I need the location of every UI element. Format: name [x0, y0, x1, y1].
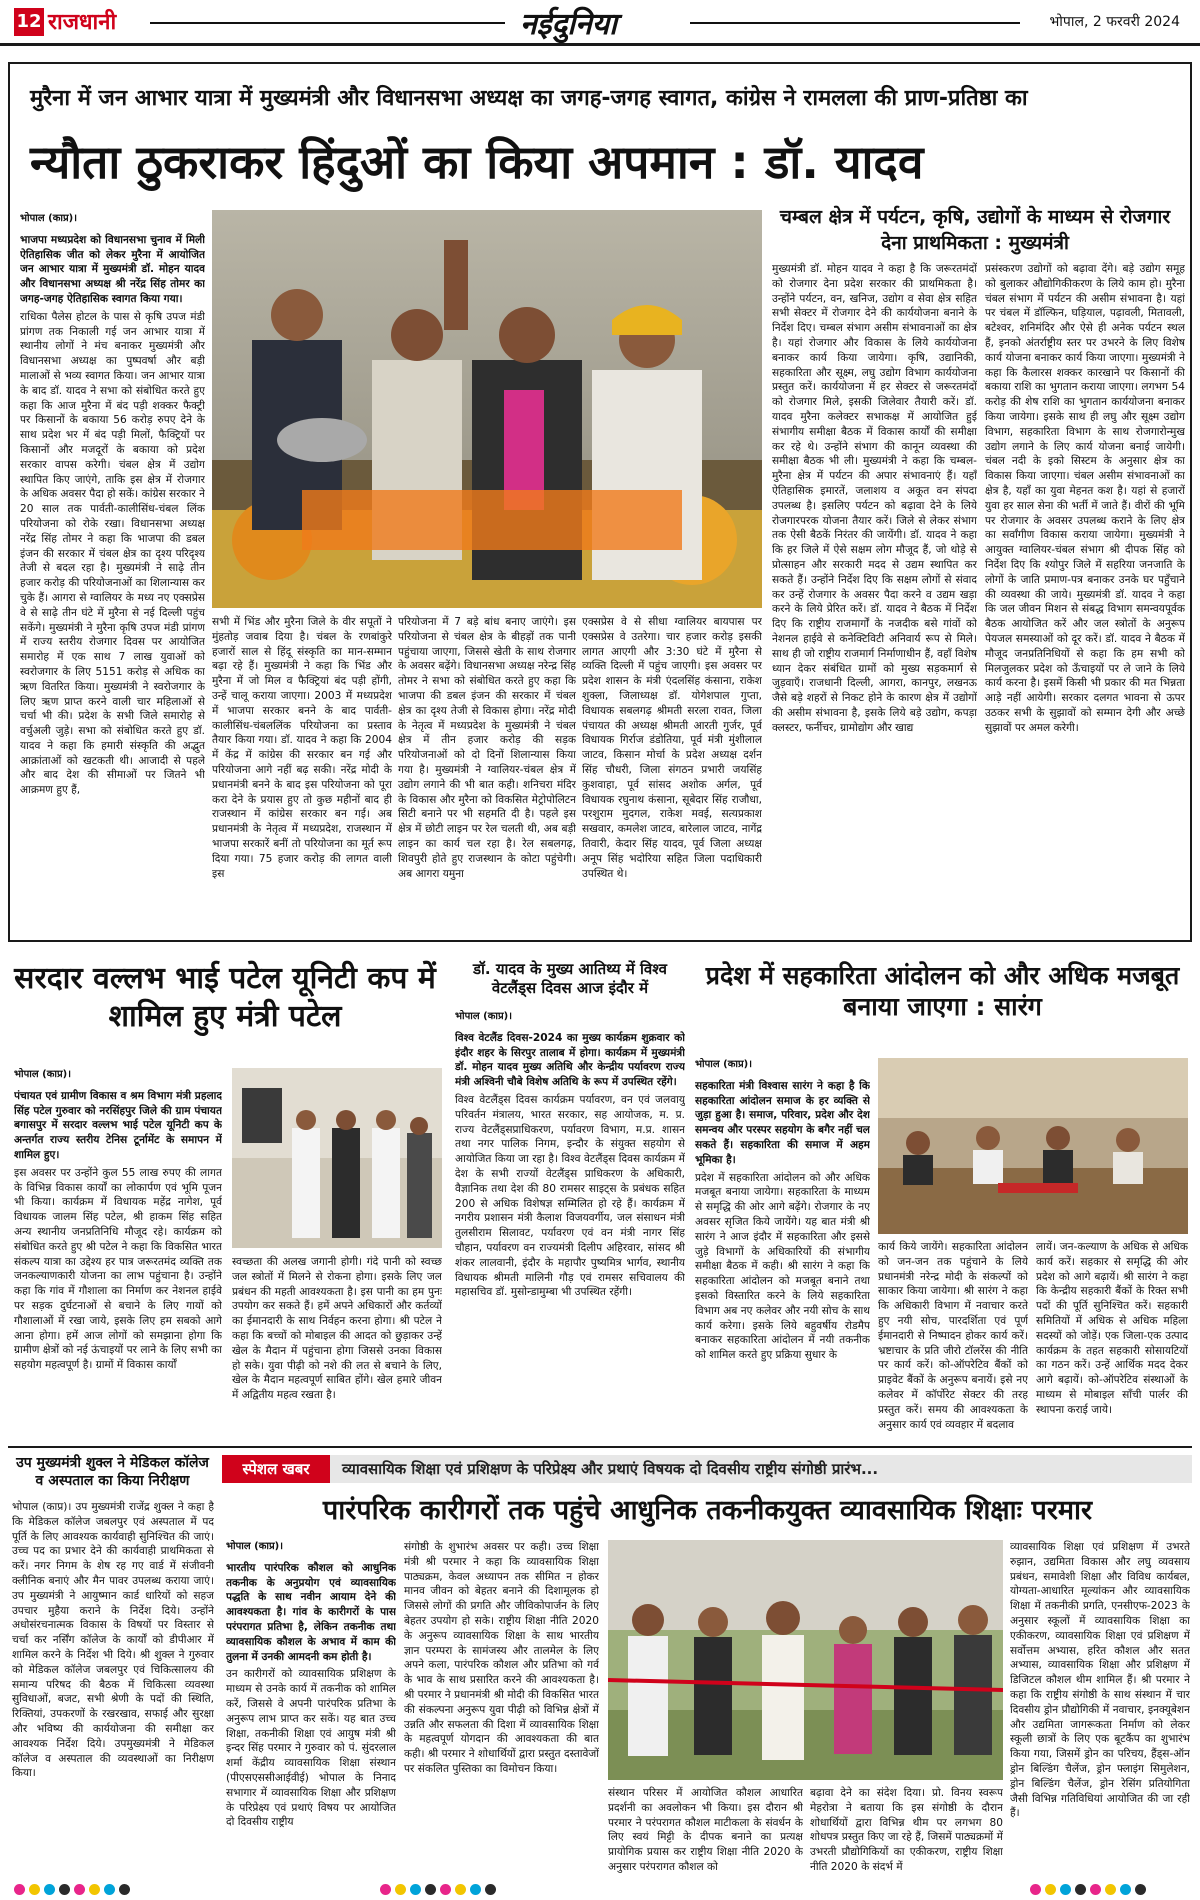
- footer-dot: [89, 1884, 100, 1895]
- inauguration-photo-illustration: [232, 1068, 442, 1248]
- wetland-column: [455, 1010, 685, 1435]
- sarang-col1-text: प्रदेश में सहकारिता आंदोलन को और अधिक मजबूत बनाया जायेगा। सहकारिता के माध्यम से समृद्धि की ओर आगे बढ़ेंगे। रोजगार के नए अवसर सृजित किये जायेंगे। यह बात मंत्री श्री सारंग ने आज इंदौर में सहकारिता और इससे जुड़े विभागों के अधिकारियों की संभागीय समीक्षा बैठक में कही। श्री सारंग ने कहा कि सहकारिता आंदोलन को मजबूत बनाने तथा इसको विस्तारित करने के लिये सहकारिता विभाग अब नए कलेवर और नयी सोच के साथ कार्य करेगा। इसके लिये बहुवर्षीय रोडमैप बनाकर सहकारिता आंदोलन में नयी तकनीक को शामिल करते हुए प्रक्रिया सुधार के: [695, 1171, 870, 1362]
- lead-kicker: मुरैना में जन आभार यात्रा में मुख्यमंत्री और विधानसभा अध्यक्ष का जगह-जगह स्वागत, कांग्रेस ने रामलला की प्राण-प्रतिष्ठा का: [30, 86, 1028, 111]
- page-number: 12: [14, 8, 44, 36]
- special-headline: पारंपरिक कारीगरों तक पहुंचे आधुनिक तकनीकयुक्त व्यावसायिक शिक्षाः परमार: [322, 1495, 1093, 1526]
- lead-col2-text: सभी में भिंड और मुरैना जिले के वीर सपूतों ने मुंहतोड़ जवाब दिया है। चंबल के रणबांकुरे हजारों साल से हिंदू संस्कृति का मान-सम्मान बढ़ा रहे हैं। मुख्यमंत्री ने कहा कि भिंड और मुरैना में जो मिल व फैक्ट्रियां बंद पड़ी होंगी, उन्हें चालू कराया जाएगा। 2003 में मध्यप्रदेश में भाजपा सरकार बनने के बाद पार्वती-कालीसिंध-चंबललिंक परियोजना का प्रस्ताव तैयार किया गया। डॉ. यादव ने कहा कि 2004 में केंद्र में कांग्रेस की सरकार बन गई और परियोजना आगे नहीं बढ़ सकी। नरेंद्र मोदी के प्रधानमंत्री बनने के बाद इस परियोजना को पूरा करा देने के प्रयास हुए तो कुछ महीनों बाद ही राजस्थान में कांग्रेस सरकार बन गई। अब प्रधानमंत्री के नेतृत्व में मध्यप्रदेश, राजस्थान में भाजपा सरकारें बनीं तो परियोजना का मूर्त रूप दिया गया। 75 हजार करोड़ की लागत वाली इस: [212, 616, 392, 880]
- lead-dateline: भोपाल (काप्र)।: [20, 213, 78, 224]
- footer-dots-left: [14, 1884, 130, 1896]
- special-lede: भारतीय पारंपरिक कौशल को आधुनिक तकनीक के अनुप्रयोग एवं व्यावसायिक पद्धति के साथ नवीन आयाम देने की आवश्यकता है। गांव के कारीगरों के पास परंपरागत प्रतिभा है, लेकिन तकनीक तथा व्यावसायिक कौशल के अभाव में काम की तुलना में उनकी आमदनी कम होती है।: [226, 1561, 396, 1663]
- sarang-lede: सहकारिता मंत्री विश्वास सारंग ने कहा है कि सहकारिता आंदोलन समाज के हर व्यक्ति से जुड़ा हुआ है। समाज, परिवार, प्रदेश और देश समन्वय और परस्पर सहयोग के बगैर नहीं चल सकते हैं। सहकारिता की समाज में अहम भूमिका है।: [695, 1079, 870, 1166]
- footer-dot: [380, 1884, 391, 1895]
- special-photo-col-2: [810, 1786, 1003, 1880]
- sarang-column-2: [878, 1240, 1028, 1436]
- special-column-right: [1010, 1540, 1190, 1880]
- lead-photo: [212, 210, 762, 608]
- lead-col1-text: राधिका पैलेस होटल के पास से कृषि उपज मंडी प्रांगण तक निकाली गई जन आभार यात्रा में स्थानीय लोगों ने मंच बनाकर मुख्यमंत्री और विधानसभा अध्यक्ष का पुष्पवर्षा और बड़ी मालाओं से भव्य स्वागत किया। जन आभार यात्रा के बाद डॉ. यादव ने सभा को संबोधित करते हुए कहा कि आज मुरैना में बंद पड़ी शक्कर फैक्ट्री पर किसानों के बकाया 56 करोड़ रुपए देने के साथ प्रदेश भर में बंद पड़ी मिलों, फैक्ट्रियों पर किसानों और मजदूरों के बकाया को प्रदेश सरकार वापस करेगी। चंबल क्षेत्र में उद्योग स्थापित किए जाएंगे, ताकि इस क्षेत्र में रोजगार के अधिक अवसर पैदा हो सकें। कांग्रेस सरकार ने 20 साल तक पार्वती-कालीसिंध-चंबल लिंक परियोजना को रोके रखा। विधानसभा अध्यक्ष नरेंद्र सिंह तोमर ने कहा कि भाजपा की डबल इंजन की सरकार में चंबल क्षेत्र का दृश्य परिदृश्य तेजी से बदल रहा है। मुख्यमंत्री ने साढ़े तीन हजार करोड़ की परियोजनाओं का शिलान्यास कर चुके हैं। आगरा से ग्वालियर के मध्य नए एक्सप्रेस वे से साढ़े तीन घंटे में मुरैना से नई दिल्ली पहुंच सकेंगे। मुख्यमंत्री ने मुरैना कृषि उपज मंडी प्रांगण में राज्य स्तरीय रोजगार दिवस पर आयोजित समारोह में एक साथ 7 लाख युवाओं को स्वरोजगार के लिए 5151 करोड़ से अधिक का ऋण वितरित किया। मुख्यमंत्री ने स्वरोजगार के लिए ऋण प्राप्त करने वाली चार महिलाओं से चर्चा भी की। प्रदेश के सभी जिले समारोह से वर्चुअली जुड़े। सभा को संबोधित करते हुए डॉ. यादव ने कहा कि हमारी संस्कृति की अद्भुत आक्रांताओं को खटकती थी। आजादी से पहले और बाद देश की सीमाओं पर जितने भी आक्रमण हुए हैं,: [20, 310, 205, 797]
- footer-dot: [1060, 1884, 1071, 1895]
- footer-dot: [14, 1884, 25, 1895]
- shukla-column: [12, 1500, 214, 1878]
- masthead-rule-right: [690, 22, 1020, 24]
- lead-column-6: [985, 262, 1185, 934]
- footer-dot: [470, 1884, 481, 1895]
- footer-dot: [1030, 1884, 1041, 1895]
- lead-column-5: [772, 262, 977, 934]
- footer-dot: [1075, 1884, 1086, 1895]
- footer-dot: [1045, 1884, 1056, 1895]
- wetland-body-text: विश्व वेटलैंड्स दिवस कार्यक्रम पर्यावरण, वन एवं जलवायु परिवर्तन मंत्रालय, भारत सरकार, सह आयोजक, म. प्र. राज्य वेटलैंड्सप्राधिकरण, पर्यावरण विभाग, म.प्र. शासन तथा नगर पालिक निगम, इन्दौर के संयुक्त सहयोग से आयोजित किया जा रहा है। विश्व वेटलैंड्स दिवस कार्यक्रम में देश के सभी राज्यों वेटलैंड्स प्राधिकरण के अधिकारी, वैज्ञानिक तथा देश की 80 रामसर साइट्स के प्रबंधक सहित 200 से अधिक विशेषज्ञ सम्मिलित हो रहे हैं। कार्यक्रम में नगरीय प्रशासन मंत्री कैलाश विजयवर्गीय, जल संसाधन मंत्री तुलसीराम सिलावट, पर्यावरण एवं वन मंत्री नागर सिंह चौहान, पर्यावरण वन राज्यमंत्री दिलीप अहिरवार, सांसद श्री शंकर लालवानी, इंदौर के महापौर पुष्यमित्र भार्गव, स्थानीय विधायक श्रीमती मालिनी गौड़ एवं रामसर सचिवालय की महासचिव डॉ. मुसोन्डामुम्बा भी उपस्थित रहेंगी।: [455, 1093, 685, 1299]
- footer-dot: [440, 1884, 451, 1895]
- lead-col4-text: एक्सप्रेस वे से सीधा ग्वालियर बायपास पर एक्सप्रेस वे उतरेगा। चार हजार करोड़ इसकी लागत आएगी और 3:30 घंटे में मुरैना से व्यक्ति दिल्ली में पहुंच जाएगी। इस अवसर पर प्रदेश शासन के मंत्री एंदलसिंह कंसाना, राकेश शुक्ला, जिलाध्यक्ष डॉ. योगेशपाल गुप्ता, विधायक सबलगढ़ श्रीमती सरला रावत, जिला पंचायत की अध्यक्ष श्रीमती आरती गुर्जर, पूर्व विधायक गिर्राज डंडोतिया, पूर्व मंत्री मुंशीलाल जाटव, किसान मोर्चा के प्रदेश अध्यक्ष दर्शन सिंह चौधरी, जिला संगठन प्रभारी जयसिंह कुशवाहा, पूर्व सांसद अशोक अर्गल, पूर्व विधायक रघुनाथ कंसाना, सूबेदार सिंह राजौधा, परशुराम मुदगल, राकेश मवई, सत्यप्रकाश सखवार, कमलेश जाटव, बारेलाल जाटव, नागेंद्र तिवारी, केदार सिंह यादव, पूर्व जिला अध्यक्ष अनूप सिंह भदोरिया सहित जिला पदाधिकारी उपस्थित थे।: [582, 616, 762, 880]
- footer-dot: [44, 1884, 55, 1895]
- lead-lede: भाजपा मध्यप्रदेश को विधानसभा चुनाव में मिली ऐतिहासिक जीत को लेकर मुरैना में आयोजित जन आभार यात्रा में मुख्यमंत्री डॉ. मोहन यादव और विधानसभा अध्यक्ष श्री नरेंद्र सिंह तोमर का जगह-जगह ऐतिहासिक स्वागत किया गया।: [20, 233, 205, 305]
- meeting-photo-illustration: [878, 1058, 1188, 1234]
- patel-column-1: [14, 1068, 222, 1428]
- footer-dot: [29, 1884, 40, 1895]
- lead-column-2: [212, 615, 392, 933]
- lead-col3-text: परियोजना में 7 बड़े बांध बनाए जाएंगे। इस परियोजना से चंबल क्षेत्र के बीहड़ों तक पानी पहुंचाया जाएगा, जिससे खेती के साथ रोजगार के अवसर बढ़ेंगे। विधानसभा अध्यक्ष नरेन्द्र सिंह तोमर ने सभा को संबोधित करते हुए कहा कि भाजपा की डबल इंजन की सरकार में चंबल क्षेत्र का दृश्य तेजी से विकास होगा। नरेंद्र मोदी के नेतृत्व में मध्यप्रदेश के मुख्यमंत्री ने चंबल क्षेत्र में तीन हजार करोड़ की सड़क परियोजनाओं को दो दिनों शिलान्यास किया गया है। मुख्यमंत्री ने ग्वालियर-चंबल क्षेत्र में उद्योग लगाने की भी बात कही। शनिचरा मंदिर के विकास और मुरैना को विकसित मेट्रोपोलिटन सिटी बनाने पर भी सहमति दी है। पहले इस क्षेत्र में छोटी लाइन पर रेल चलती थी, अब बड़ी लाइन का कार्य चल रहा है। रेल सबलगढ़, शिवपुरी होते हुए राजस्थान के कोटा पहुंचेगी। अब आगरा यमुना: [398, 616, 576, 880]
- sarang-column-3: [1036, 1240, 1188, 1436]
- lead-headline: न्यौता ठुकराकर हिंदुओं का किया अपमान : डॉ. यादव: [30, 135, 924, 189]
- footer-dot: [119, 1884, 130, 1895]
- lead-col5-text: मुख्यमंत्री डॉ. मोहन यादव ने कहा है कि जरूरतमंदों को रोजगार देना प्रदेश सरकार की प्राथमिकता है। उन्होंने पर्यटन, वन, खनिज, उद्योग व सेवा क्षेत्र सहित सभी सेक्टर में रोजगार देने की कार्ययोजना बनाने के निर्देश दिए। चम्बल संभाग असीम संभावनाओं का क्षेत्र है। यहां रोजगार और विकास के लिये कार्ययोजना बनाकर कार्य किया जायेगा। कृषि, उद्यानिकी, सहकारिता और सूक्ष्म, लघु उद्योग विभाग कार्ययोजना प्रस्तुत करें। कार्ययोजना में हर सेक्टर से जरूरतमंदों को रोजगार मिले, इसकी जिलेवार तैयारी करें। डॉ. यादव मुरैना कलेक्टर सभाकक्ष में आयोजित हुई संभागीय समीक्षा बैठक में विकास कार्यों की समीक्षा कर रहे थे। उन्होंने संभाग की कानून व्यवस्था की समीक्षा बैठक भी ली। मुख्यमंत्री ने कहा कि चम्बल-मुरैना क्षेत्र में पर्यटन की अपार संभावनाएं हैं। यहाँ ऐतिहासिक इमारतें, जलाशय व अकूत वन संपदा उपलब्ध है। इसलिए पर्यटन को बढ़ावा देने के लिये रोजगारपरक योजना तैयार करें। जिले से लेकर संभाग तक ऐसी बैठकें निरंतर की जायेंगी। डॉ. यादव ने कहा कि हर जिले में ऐसे सक्षम लोग मौजूद हैं, जो थोड़े से प्रोत्साहन और सरकारी मदद से उद्यम स्थापित कर सकते हैं। उन्होंने निर्देश दिए कि सक्षम लोगों से संवाद कर उन्हें रोजगार के अवसर पैदा करने व उद्यम खड़ा करने के लिये प्रेरित करें। डॉ. यादव ने बैठक में निर्देश दिए कि राष्ट्रीय राजमार्गों के नजदीक बसे गांवों को नेशनल हाईवे से कनेक्टिविटी अनिवार्य रूप से मिले। साथ ही जो राष्ट्रीय राजमार्ग निर्माणाधीन हैं, वहाँ विशेष ध्यान देकर संबंधित ग्रामों को मुख्य सड़कमार्ग से जुड़वाएँ। राजधानी दिल्ली, आगरा, कानपुर, लखनऊ जैसे बड़े शहरों से निकट होने के कारण क्षेत्र में उद्योगों की असीम संभावना है, इसके लिये बड़े उद्योग, कपड़ा क्लस्टर, फर्नीचर, ग्रामोद्योग और खाद्य: [772, 263, 977, 734]
- special-right-text: व्यावसायिक शिक्षा एवं प्रशिक्षण में उभरते रुझान, उद्यमिता विकास और लघु व्यवसाय प्रबंधन, समावेशी शिक्षा और विविध कार्यबल, योग्यता-आधारित मूल्यांकन और व्यावसायिक शिक्षा में तकनीकी प्रगति, एनसीएफ-2023 के अनुसार स्कूलों में व्यावसायिक शिक्षा का एकीकरण, व्यावसायिक शिक्षा एवं प्रशिक्षण में सर्वोत्तम अभ्यास, हरित कौशल और सतत अभ्यास, व्यावसायिक शिक्षा और प्रशिक्षण में डिजिटल कौशल थीम शामिल हैं। श्री परमार ने कहा कि राष्ट्रीय संगोष्ठी के साथ संस्थान में चार दिवसीय ड्रोन प्रौद्योगिकी में नवाचार, इनक्यूबेशन और उद्यमिता जागरूकता निर्माण को लेकर स्कूली छात्रों के लिए एक बूटकैंप का शुभारंभ किया गया, जिसमें ड्रोन का परिचय, हैंड्स-ऑन ड्रोन बिल्डिंग चैलेंज, ड्रोन फ्लाइंग सिमुलेशन, ड्रोन बिल्डिंग चैलेंज, ड्रोन रेसिंग प्रतियोगिता जैसी विभिन्न गतिविधियां आयोजित की जा रही हैं।: [1010, 1541, 1190, 1820]
- shukla-body-text: भोपाल (काप्र)। उप मुख्यमंत्री राजेंद्र शुक्ल ने कहा है कि मेडिकल कॉलेज जबलपुर एवं अस्पताल में पद पूर्ति के लिए आवश्यक कार्यवाही सुनिश्चित की जाएं। उच्च पद का प्रभार देने की कार्यवाही प्राथमिकता से करें। नगर निगम के शेष रह गए वार्ड में संजीवनी क्लीनिक बनाएं और मैन पावर उपलब्ध कराया जाएं। उप मुख्यमंत्री ने आयुष्मान कार्ड धारियों को सहज उपचार मुहैया कराने के निर्देश दिये। उन्होंने अधोसंरचनात्मक विकास के विषयों पर विस्तार से चर्चा कर नर्सिंग कॉलेज के कार्यों को डीपीआर में शामिल करने के निर्देश भी दिये। श्री शुक्ल ने गुरुवार को मेडिकल कॉलेज जबलपुर एवं चिकित्सालय की समान्य परिषद की बैठक में चिकित्सा व्यवस्था सुविधाओं, बजट, सभी श्रेणी के पदों की स्थिति, रिक्तियां, उपकरणों के रखरखाव, सफाई और सुरक्षा और भविष्य की कार्ययोजना की समीक्षा कर आवश्यक निर्देश दिये। उपमुख्यमंत्री ने मेडिकल कॉलेज व अस्पताल की व्यवस्थाओं का निरीक्षण किया।: [12, 1501, 214, 1780]
- patel-column-2: [232, 1255, 442, 1435]
- special-tag: स्पेशल खबर: [222, 1455, 330, 1483]
- masthead-rule-left: [150, 22, 505, 24]
- patel-col2-text: स्वच्छता की अलख जगानी होगी। गंदे पानी को स्वच्छ जल स्त्रोतों में मिलने से रोकना होगा। इसके लिए जल प्रबंधन की महती आवश्यकता है। इस पानी का हम पुनः उपयोग कर सकते हैं। हमें अपने अधिकारों और कर्तव्यों का ईमानदारी के साथ निर्वहन करना होगा। श्री पटेल ने कहा कि बच्चों को मोबाइल की आदत को छुड़ाकर उन्हें खेल के मैदान में पहुंचाना होगा जिससे उनका विकास हो सके। युवा पीढ़ी को नशे की लत से बचाने के लिए, खेल के मैदान महत्वपूर्ण साबित होंगे। खेल हमारे जीवन में अद्वितीय महत्व रखता है।: [232, 1256, 442, 1402]
- footer-dot: [1135, 1884, 1146, 1895]
- special-column-2: [404, 1540, 599, 1880]
- lead-right-subhead: चम्बल क्षेत्र में पर्यटन, कृषि, उद्योगों के माध्यम से रोजगार देना प्राथमिकता : मुख्यमंत्री: [779, 206, 1171, 254]
- special-strap: व्यावसायिक शिक्षा एवं प्रशिक्षण के परिप्रेक्ष्य और प्रथाएं विषयक दो दिवसीय राष्ट्रीय संगोष्ठी प्रारंभ...: [342, 1460, 879, 1478]
- wetland-headline: डॉ. यादव के मुख्य आतिथ्य में विश्व वेटलैंड्स दिवस आज इंदौर में: [473, 960, 667, 997]
- lead-column-1: [20, 212, 205, 932]
- lead-col6-text: प्रसंस्करण उद्योगों को बढ़ावा देंगे। बड़े उद्योग समूह को बुलाकर औद्योगिकीकरण के लिये काम हो। मुरैना चंबल संभाग में पर्यटन की असीम संभावना है। यहां पर चंबल में डॉल्फिन, घड़ियाल, पढ़ावली, मितावली, बटेश्वर, शनिमंदिर और ऐसे ही अनेक पर्यटन स्थल हैं, इनको अंतर्राष्ट्रीय स्तर पर उभरने के लिए विशेष कार्य योजना बनाकर कार्य किया जाएगा। मुख्यमंत्री ने कहा कि कैलारस शक्कर कारखाने पर किसानों की बकाया राशि का भुगतान कराया जाएगा। लगभग 54 करोड़ की शेष राशि का भुगतान कार्ययोजना बनाकर किया जायेगा। इसके साथ ही लघु और सूक्ष्म उद्योग विभाग, सहकारिता विभाग के साथ रोजगारोन्मुख उद्योग लगाने के लिए कार्य योजना बनाई जायेगी। चंबल नदी के इको सिस्टम के अनुसार क्षेत्र का विकास किया जाएगा। चंबल असीम संभावनाओं का क्षेत्र है, यहाँ का युवा मेहनत कश है। यहां से हजारों युवा हर साल सेना की भर्ती में जाते हैं। वीरों की भूमि पर रोजगार के अवसर उपलब्ध कराने के लिए क्षेत्र का सर्वांगीण विकास कराया जायेगा। मुख्यमंत्री ने आयुक्त ग्वालियर-चंबल संभाग श्री दीपक सिंह को निर्देश दिए कि श्योपुर जिले में सहरिया जनजाति के लोगों के जाति प्रमाण-पत्र बनाकर उनके घर पहुँचाने की व्यवस्था की जाये। मुख्यमंत्री डॉ. यादव ने कहा कि जल जीवन मिशन से संबद्ध विभाग समन्वयपूर्वक बैठक आयोजित करें और जल स्त्रोतों के अनुरूप पेयजल समस्याओं को दूर करें। डॉ. यादव ने बैठक में मौजूद जनप्रतिनिधियों से कहा कि हम सभी को मिलजुलकर प्रदेश को ऊँचाइयों पर ले जाने के लिये कार्य करना है। इसमें किसी भी प्रकार की मत भिन्नता आड़े नहीं आयेगी। सरकार दलगत भावना से ऊपर उठकर सभी के सुझावों को सम्मान देगी और अच्छे सुझावों पर अमल करेगी।: [985, 263, 1185, 734]
- footer-dot: [425, 1884, 436, 1895]
- page-date: भोपाल, 2 फरवरी 2024: [1049, 14, 1180, 30]
- special-photo-col-1: [608, 1786, 803, 1880]
- special-column-1: [226, 1540, 396, 1880]
- masthead: [0, 0, 1200, 46]
- footer-dot: [485, 1884, 496, 1895]
- shukla-headline: उप मुख्यमंत्री शुक्ल ने मेडिकल कॉलेज व अस्पताल का किया निरीक्षण: [16, 1455, 209, 1489]
- patel-dateline: भोपाल (काप्र)।: [14, 1069, 72, 1080]
- sarang-photo: [878, 1058, 1188, 1234]
- special-dateline: भोपाल (काप्र)।: [226, 1541, 284, 1552]
- section-divider: [8, 1446, 1192, 1448]
- sarang-dateline: भोपाल (काप्र)।: [695, 1059, 753, 1070]
- special-photo-col1-text: संस्थान परिसर में आयोजित कौशल आधारित प्रदर्शनी का अवलोकन भी किया। इस दौरान श्री परमार ने परंपरागत कौशल माटीकला के संवर्धन के लिए स्वयं मिट्टी के दीपक बनाने का प्रत्यक्ष प्रायोगिक प्रयास कर राष्ट्रीय शिक्षा नीति 2020 के अनुसार परंपरागत कौशल को: [608, 1787, 803, 1873]
- footer-dots-center: [380, 1884, 496, 1896]
- wetland-lede: विश्व वेटलैंड दिवस-2024 का मुख्य कार्यक्रम शुक्रवार को इंदौर शहर के सिरपुर तालाब में होगा। कार्यक्रम में मुख्यमंत्री डॉ. मोहन यादव मुख्य अतिथि और केन्द्रीय पर्यावरण राज्य मंत्री अश्विनी चौबे विशेष अतिथि के रूप में उपस्थित रहेंगे।: [455, 1031, 685, 1089]
- rally-photo-illustration: [212, 210, 762, 608]
- patel-headline: सरदार वल्लभ भाई पटेल यूनिटी कप में शामिल हुए मंत्री पटेल: [14, 961, 436, 1034]
- footer-dot: [410, 1884, 421, 1895]
- paper-name: नईदुनिया: [520, 7, 617, 42]
- sarang-headline: प्रदेश में सहकारिता आंदोलन को और अधिक मजबूत बनाया जाएगा : सारंग: [705, 961, 1180, 1022]
- footer-dot: [1090, 1884, 1101, 1895]
- lead-column-4: [582, 615, 762, 933]
- footer-dots-right: [1030, 1884, 1146, 1896]
- sarang-col3-text: लायें। जन-कल्याण के अधिक से अधिक कार्य करें। सहकार से समृद्धि की ओर प्रदेश को आगे बढ़ायें। श्री सारंग ने कहा कि केन्द्रीय सहकारी बैंकों के रिक्त सभी पदों की पूर्ति सुनिश्चित करें। सहकारी समितियों में अधिक से अधिक महिला सदस्यों को जोड़ें। एक जिला-एक उत्पाद कार्यक्रम के तहत सहकारी सोसायटियों का गठन करें। उन्हें आर्थिक मदद देकर आगे बढ़ायें। को-ऑपरेटिव संस्थाओं के माध्यम से मोबाइल साँची पार्लर की स्थापना कराई जाये।: [1036, 1241, 1188, 1416]
- patel-lede: पंचायत एवं ग्रामीण विकास व श्रम विभाग मंत्री प्रहलाद सिंह पटेल गुरुवार को नरसिंहपुर जिले की ग्राम पंचायत बगासपुर में सरदार वल्लभ भाई पटेल यूनिटी कप के अन्तर्गत राज्य स्तरीय टेनिस टूर्नामेंट के समापन में शामिल हुए।: [14, 1089, 222, 1161]
- footer-dot: [74, 1884, 85, 1895]
- sarang-col2-text: कार्य किये जायेंगे। सहकारिता आंदोलन को जन-जन तक पहुंचाने के लिये प्रधानमंत्री नरेन्द्र मोदी के संकल्पों को साकार किया जायेगा। श्री सारंग ने कहा कि अधिकारी विभाग में नवाचार करते हुए नयी सोच, पारदर्शिता एवं पूर्ण ईमानदारी से निष्पादन होकर कार्य करें। भ्रष्टाचार के प्रति जीरो टॉलरेंस की नीति पर कार्य करें। को-ऑपरेटिव बैंकों को प्राइवेट बैंकों के अनुरूप बनायें। इसे नए कलेवर में कॉर्पोरेट सेक्टर की तरह प्रस्तुत करें। समय की आवश्यकता के अनुसार कार्य एवं व्यवहार में बदलाव: [878, 1241, 1028, 1431]
- footer-dot: [455, 1884, 466, 1895]
- lead-column-3: [398, 615, 576, 933]
- special-col2-text: संगोष्ठी के शुभारंभ अवसर पर कही। उच्च शिक्षा मंत्री श्री परमार ने कहा कि व्यावसायिक शिक्षा पाठ्यक्रम, केवल अध्यापन तक सीमित न होकर मानव जीवन को बेहतर बनाने की दिशामूलक हो जिससे लोगों की प्रगति और जीविकोपार्जन के लिए बेहतर उपयोग हो सके। राष्ट्रीय शिक्षा नीति 2020 के अनुरूप व्यावसायिक शिक्षा के साथ भारतीय ज्ञान परम्परा के सामंजस्य और तालमेल के लिए अपने कला, पारंपरिक कौशल और प्रतिभा को गर्व के भाव के साथ प्रसारित करने की आवश्यकता है। श्री परमार ने प्रधानमंत्री श्री मोदी की विकसित भारत की संकल्पना अनुरूप युवा पीढ़ी को विभिन्न क्षेत्रों में उन्नति और सफलता की दिशा में व्यावसायिक शिक्षा के महत्वपूर्ण योगदान की आवश्यकता की बात कही। श्री परमार ने शोधार्थियों द्वारा प्रस्तुत दस्तावेजों पर संकलित पुस्तिका का विमोचन किया।: [404, 1541, 599, 1775]
- footer-dot: [1120, 1884, 1131, 1895]
- section-name: राजधानी: [48, 10, 117, 35]
- footer-dot: [395, 1884, 406, 1895]
- footer-dot: [59, 1884, 70, 1895]
- special-photo: [608, 1540, 1003, 1780]
- patel-col1-text: इस अवसर पर उन्होंने कुल 55 लाख रुपए की लागत के विभिन्न विकास कार्यों का लोकार्पण एवं भूमि पूजन भी किया। कार्यक्रम में विधायक महेंद्र नागेश, पूर्व विधायक जालम सिंह पटेल, श्री हाकम सिंह सहित अन्य स्थानीय जनप्रतिनिधि मौजूद रहे। कार्यक्रम को संबोधित करते हुए श्री पटेल ने कहा कि विकसित भारत संकल्प यात्रा का उद्देश्य हर पात्र जरूरतमंद व्यक्ति तक जनकल्याणकारी योजना का लाभ पहुंचाना है। उन्होंने कहा कि गांव में गौशाला का निर्माण कर नेशनल हाईवे पर सड़क दुर्घटनाओं से बचाने के लिए गायों को गौशालाओं में रखा जाये, इसके लिए हम सबको आगे आना होगा। हमें आज लोगों को समझाना होगा कि ग्रामीण क्षेत्रों को नई ऊंचाइयों पर लाने के लिए सभी का सहयोग महत्वपूर्ण है। ग्रामों में विकास कार्यों: [14, 1166, 222, 1372]
- patel-photo: [232, 1068, 442, 1248]
- footer-dot: [104, 1884, 115, 1895]
- footer-dot: [1105, 1884, 1116, 1895]
- special-photo-col2-text: बढ़ावा देने का संदेश दिया। प्रो. विनय स्वरूप मेहरोत्रा ने बताया कि इस संगोष्ठी के दौरान शोधार्थियों द्वारा विभिन्न थीम पर लगभग 80 शोधपत्र प्रस्तुत किए जा रहे हैं, जिसमें पाठ्यक्रमों में उभरती प्रौद्योगिकियों का एकीकरण, राष्ट्रीय शिक्षा नीति 2020 के संदर्भ में: [810, 1787, 1003, 1873]
- wetland-dateline: भोपाल (काप्र)।: [455, 1011, 513, 1022]
- sarang-column-1: [695, 1058, 870, 1436]
- special-col1-text: उन कारीगरों को व्यावसायिक प्रशिक्षण के माध्यम से उनके कार्य में तकनीक को शामिल करें, जिससे वे अपनी पारंपरिक प्रतिभा के अनुरूप लाभ प्राप्त कर सकें। यह बात उच्च शिक्षा, तकनीकी शिक्षा एवं आयुष मंत्री श्री इन्दर सिंह परमार ने गुरुवार को पं. सुंदरलाल शर्मा केंद्रीय व्यावसायिक शिक्षा संस्थान (पीएसएससीआईवीई) भोपाल के निनाद सभागार में व्यावसायिक शिक्षा और प्रशिक्षण के परिप्रेक्ष्य एवं प्रथाएं विषय पर आयोजित दो दिवसीय राष्ट्रीय: [226, 1668, 396, 1829]
- ribbon-cutting-photo-illustration: [608, 1540, 1003, 1780]
